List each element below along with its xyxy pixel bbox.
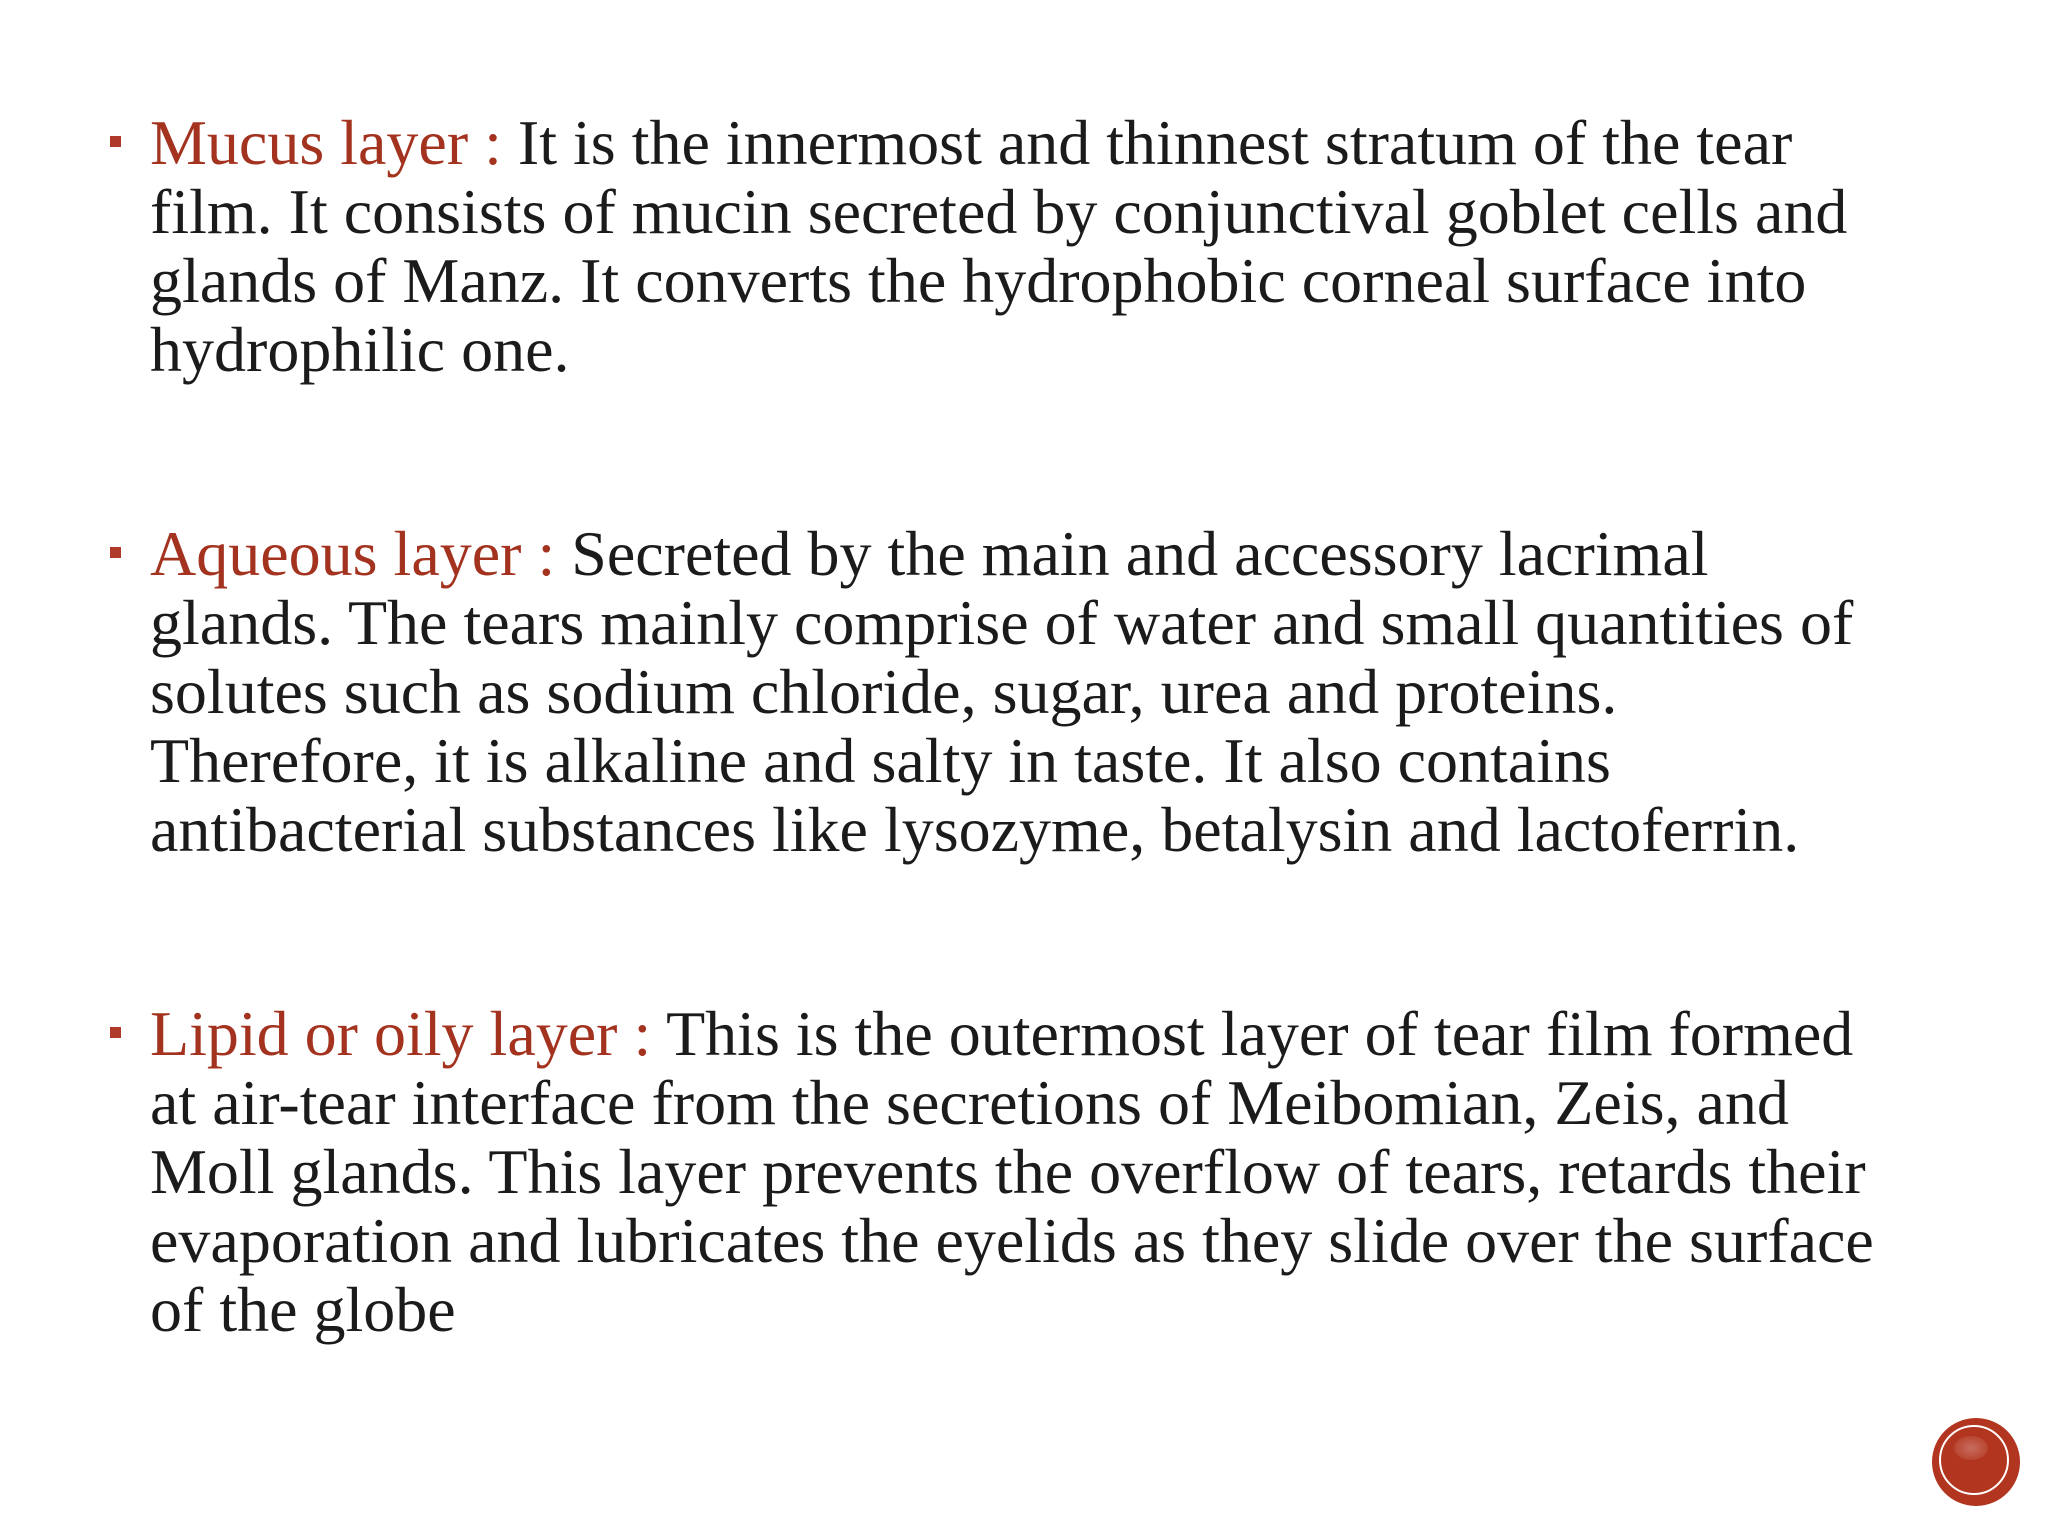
bullet-item-lipid-layer xyxy=(110,999,1890,1344)
term-separator: : xyxy=(617,998,667,1069)
square-bullet-icon xyxy=(110,1027,121,1038)
term-separator: : xyxy=(521,518,572,589)
term-label: Lipid or oily layer xyxy=(150,998,618,1069)
term-description: It is the innermost and thinnest stratum of the tear film. It consists of mucin secreted by conjunctival goblet cells and glands of Manz. It converts the hydrophobic corneal surface into hydrophilic one. xyxy=(150,107,1848,385)
term-label: Mucus layer xyxy=(150,107,469,178)
term-label: Aqueous layer xyxy=(150,518,522,589)
circle-nav-icon[interactable] xyxy=(1934,1420,2018,1504)
bullet-list xyxy=(110,108,1890,1344)
bullet-item-aqueous-layer xyxy=(110,519,1890,864)
square-bullet-icon xyxy=(110,136,121,147)
square-bullet-icon xyxy=(110,547,121,558)
term-description: Secreted by the main and accessory lacrimal glands. The tears mainly comprise of water and small quantities of solutes such as sodium chloride, sugar, urea and proteins. Therefore, it is alkaline and salty in taste. It also contains antibacterial substances like lysozyme, betalysin and lactoferrin. xyxy=(150,518,1854,865)
bullet-item-mucus-layer xyxy=(110,108,1890,384)
term-separator: : xyxy=(468,107,518,178)
term-description: This is the outermost layer of tear film formed at air-tear interface from the secretions of Meibomian, Zeis, and Moll glands. This layer prevents the overflow of tears, retards their evaporation and lubricates the eyelids as they slide over the surface of the globe xyxy=(150,998,1874,1345)
